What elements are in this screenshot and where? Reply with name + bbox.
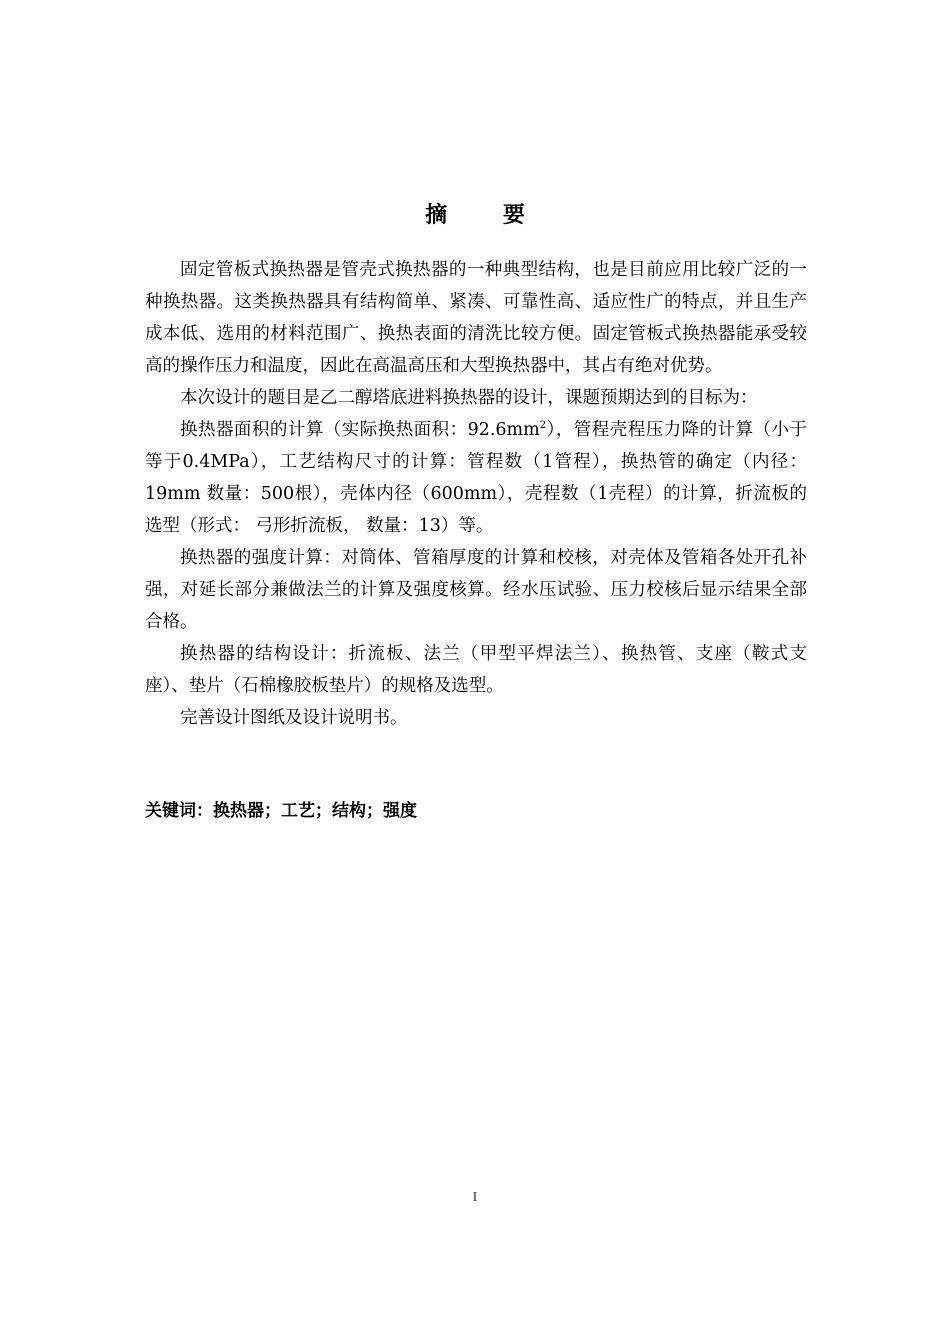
calc-text-part-1: 换热器面积的计算（实际换热面积：92.6mm <box>180 420 540 440</box>
paragraph-design-topic: 本次设计的题目是乙二醇塔底进料换热器的设计，课题预期达到的目标为： <box>180 388 758 408</box>
paragraph-strength-calculation: 换热器的强度计算：对筒体、管箱厚度的计算和校核，对壳体及管箱各处开孔补强，对延长部分兼做法兰的计算及强度核算。经水压试验、压力校核后显示结果全部合格。 <box>145 548 807 632</box>
paragraph-heat-exchanger-calculation <box>145 414 807 542</box>
paragraph-structure-design: 换热器的结构设计：折流板、法兰（甲型平焊法兰）、换热管、支座（鞍式支座）、垫片（石棉橡胶板垫片）的规格及选型。 <box>145 644 807 696</box>
calc-text-part-2: ），管程壳程压力降的计算（小于等于0.4MPa），工艺结构尺寸的计算：管程数（1管程），换热管的确定（内径：19mm 数量：500根），壳体内径（600mm），壳程数（1壳程）的计算，折流板的选型（形式： 弓形折流板， 数量：13）等。 <box>145 420 807 536</box>
abstract-body <box>145 254 807 734</box>
abstract-title: 摘 要 <box>425 203 549 228</box>
paragraph-intro: 固定管板式换热器是管壳式换热器的一种典型结构，也是目前应用比较广泛的一种换热器。这类换热器具有结构简单、紧凑、可靠性高、适应性广的特点，并且生产成本低、选用的材料范围广、换热表面的清洗比较方便。固定管板式换热器能承受较高的操作压力和温度，因此在高温高压和大型换热器中，其占有绝对优势。 <box>145 260 807 376</box>
superscript-2: 2 <box>539 420 547 432</box>
paragraph-drawings: 完善设计图纸及设计说明书。 <box>180 708 408 728</box>
page-number: I <box>472 1190 478 1205</box>
keywords: 关键词：换热器；工艺；结构；强度 <box>145 801 417 821</box>
